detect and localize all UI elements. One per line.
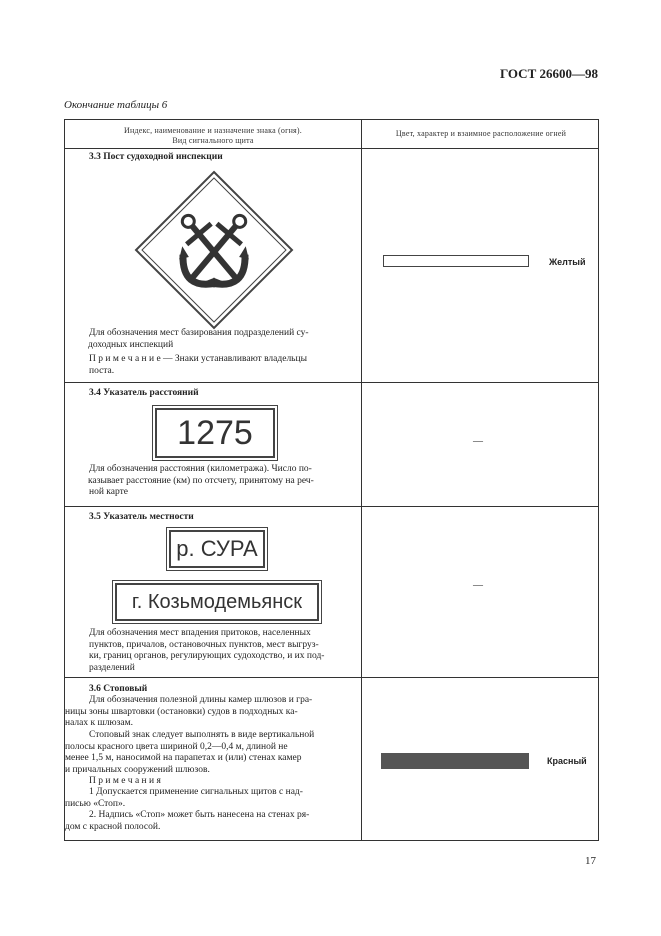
red-light-bar xyxy=(381,753,529,769)
text-line: П р и м е ч а н и е — Знаки устанавливают владельцы xyxy=(89,354,307,364)
text-line: 2. Надпись «Стоп» может быть нанесена на стенах ря- xyxy=(89,810,310,820)
notes-title: П р и м е ч а н и я xyxy=(89,776,161,786)
section-title: 3.6 Стоповый xyxy=(89,684,148,694)
column-1-header-line: Вид сигнального щита xyxy=(172,136,254,145)
text-line: казывает расстояние (км) по отсчету, принятому на реч- xyxy=(88,475,314,486)
text-line: ницы зоны швартовки (остановки) судов в подходных ка- xyxy=(65,706,298,717)
light-empty-value: — xyxy=(473,436,483,447)
row-description xyxy=(89,328,357,351)
light-color-label: Красный xyxy=(547,756,587,766)
section-title: 3.5 Указатель местности xyxy=(89,512,194,522)
text-line: Для обозначения расстояния (километража). Число по- xyxy=(89,464,312,474)
town-sign: г. Козьмодемьянск xyxy=(115,583,319,621)
row-description xyxy=(89,464,357,499)
text-line: Стоповый знак следует выполнять в виде вертикальной xyxy=(89,730,315,740)
text-line: Для обозначения мест впадения притоков, населенных xyxy=(89,628,311,638)
anchor-sign-icon xyxy=(134,170,294,330)
distance-sign: 1275 xyxy=(155,408,275,458)
row-note xyxy=(89,354,357,377)
section-title: 3.3 Пост судоходной инспекции xyxy=(89,152,223,162)
row-description xyxy=(65,695,357,730)
text-line: писью «Стоп». xyxy=(65,798,126,809)
text-line: Для обозначения мест базирования подразделений су- xyxy=(89,328,309,338)
column-2-header: Цвет, характер и взаимное расположение огней xyxy=(395,129,567,138)
light-color-label: Желтый xyxy=(549,257,586,267)
text-line: пунктов, причалов, остановочных пунктов, мест выгруз- xyxy=(89,639,319,650)
row-description-2 xyxy=(65,730,357,776)
text-line: и причальных сооружений шлюзов. xyxy=(65,764,210,775)
column-1-header xyxy=(75,126,351,146)
column-1-header-line: Индекс, наименование и назначение знака (огня). xyxy=(123,126,302,135)
text-line: 1 Допускается применение сигнальных щитов с над- xyxy=(89,787,303,797)
river-sign: р. СУРА xyxy=(169,530,265,568)
signs-table xyxy=(64,119,599,841)
row-note xyxy=(65,787,357,810)
section-title: 3.4 Указатель расстояний xyxy=(89,388,199,398)
header-rule xyxy=(65,148,598,149)
yellow-light-bar xyxy=(383,255,529,267)
table-caption: Окончание таблицы 6 xyxy=(64,99,168,111)
row-rule xyxy=(65,677,598,678)
column-divider xyxy=(361,120,362,840)
row-note xyxy=(65,810,357,833)
text-line: дом с красной полосой. xyxy=(65,821,161,832)
row-rule xyxy=(65,506,598,507)
text-line: налах к шлюзам. xyxy=(65,718,133,728)
text-line: ки, границ органов, регулирующих судоходство, и их под- xyxy=(89,651,325,661)
standard-number: ГОСТ 26600—98 xyxy=(499,66,598,81)
text-line: доходных инспекций xyxy=(88,339,174,350)
light-empty-value: — xyxy=(473,580,483,591)
text-line: Для обозначения полезной длины камер шлюзов и гра- xyxy=(89,695,313,705)
page-number: 17 xyxy=(585,855,596,867)
text-line: ной карте xyxy=(89,487,128,497)
row-rule xyxy=(65,382,598,383)
text-line: разделений xyxy=(89,662,135,673)
text-line: менее 1,5 м, наносимой на парапетах и (или) стенах камер xyxy=(65,753,302,763)
text-line: полосы красного цвета шириной 0,2—0,4 м, длиной не xyxy=(65,741,288,752)
text-line: поста. xyxy=(89,365,115,376)
row-description xyxy=(89,628,357,674)
